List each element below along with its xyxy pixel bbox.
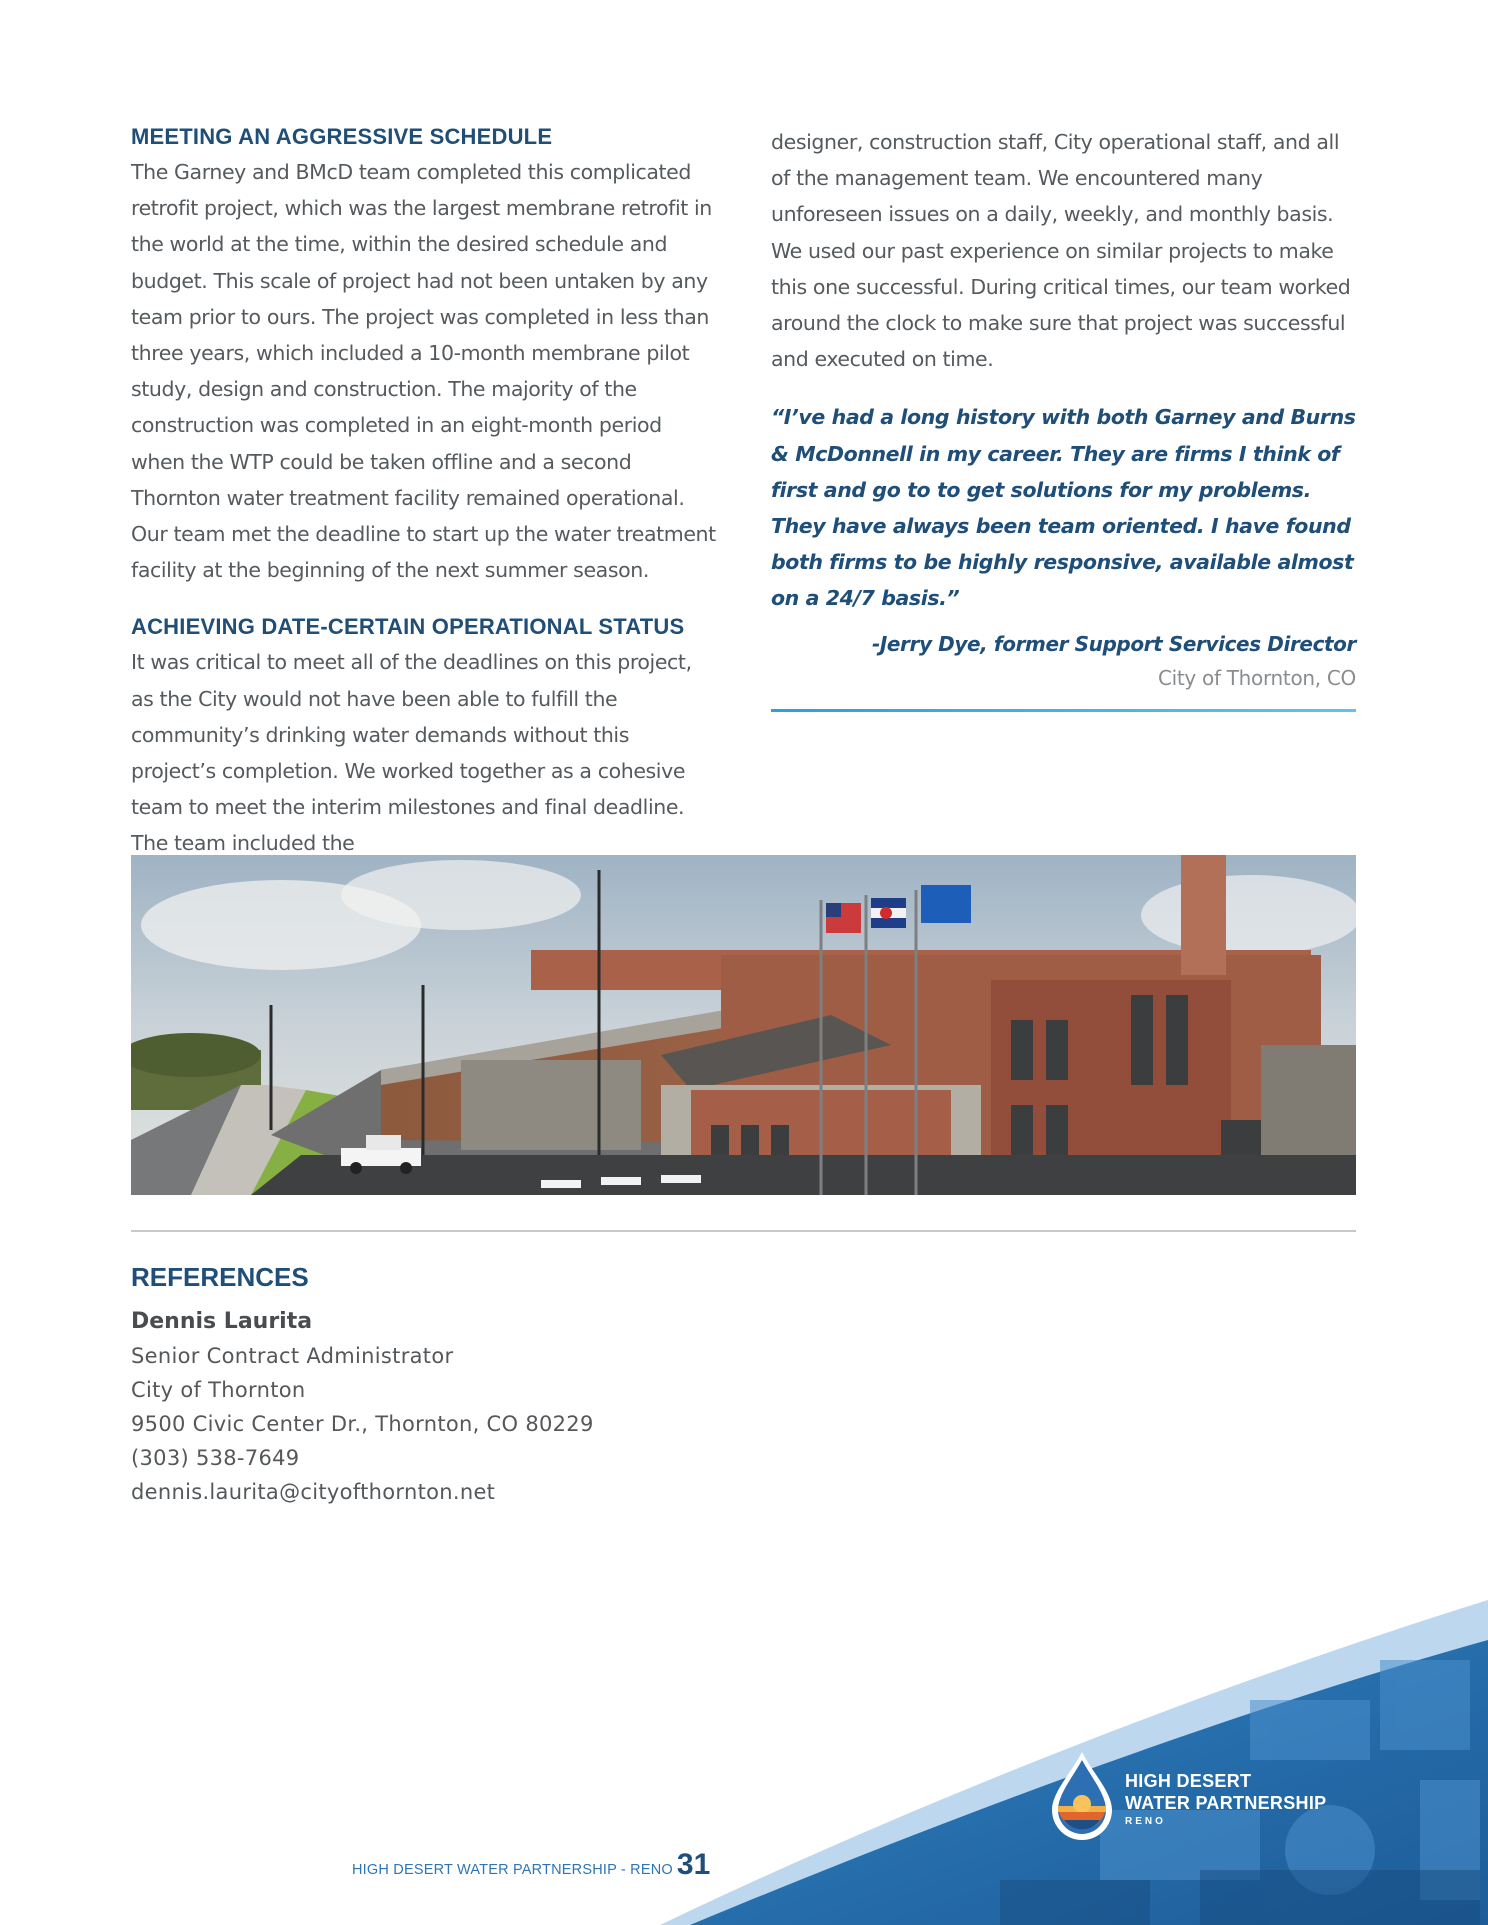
reference-title: Senior Contract Administrator (131, 1344, 454, 1368)
section-divider (131, 1230, 1356, 1232)
references-section (131, 1262, 594, 1509)
right-column (771, 124, 1356, 712)
references-heading: REFERENCES (131, 1262, 309, 1292)
footer-text: HIGH DESERT WATER PARTNERSHIP - RENO (352, 1862, 673, 1878)
attribution-name: -Jerry Dye, former Support Services Director (871, 631, 1356, 656)
logo-line-2: WATER PARTNERSHIP (1125, 1793, 1327, 1813)
page-number: 31 (676, 1848, 711, 1881)
quote-divider (771, 709, 1356, 712)
reference-phone: (303) 538-7649 (131, 1446, 300, 1470)
logo (1046, 1748, 1376, 1838)
water-drop-logo-icon (1046, 1748, 1118, 1840)
facility-photo (131, 855, 1356, 1195)
section-body-schedule: The Garney and BMcD team completed this complicated retrofit project, which was the largest membrane retrofit in the world at the time, within the desired schedule and budget. This scale of project had not been untaken by any team prior to ours. The project was completed in less than three years, which included a 10-month membrane pilot study, design and construction. The majority of the construction was completed in an eight-month period when the WTP could be taken offline and a second Thornton water treatment facility remained operational. Our team met the deadline to start up the water treatment facility at the beginning of the next summer season. (131, 160, 716, 583)
testimonial-quote: “I’ve had a long history with both Garney and Burns & McDonnell in my career. They are firms I think of first and go to to get solutions for my problems. They have always been team oriented. I have found both firms to be highly responsive, available almost on a 24/7 basis.” (771, 405, 1356, 611)
attribution-org: City of Thornton, CO (1157, 665, 1356, 690)
section-body-operational: It was critical to meet all of the deadlines on this project, as the City would not have been able to fulfill the community’s drinking water demands without this project’s completion. We worked together as a cohesive team to meet the interim milestones and final deadline. The team included the (131, 650, 692, 856)
logo-subline: RENO (1125, 1816, 1166, 1827)
reference-email[interactable]: dennis.laurita@cityofthornton.net (131, 1480, 496, 1504)
page-footer (352, 1848, 710, 1882)
quote-attribution (771, 627, 1356, 695)
section-heading-operational: ACHIEVING DATE-CERTAIN OPERATIONAL STATUS (131, 614, 685, 640)
left-column (131, 124, 716, 888)
logo-line-1: HIGH DESERT (1125, 1771, 1252, 1791)
reference-name: Dennis Laurita (131, 1309, 313, 1334)
continued-body: designer, construction staff, City operational staff, and all of the management team. We encountered many unforeseen issues on a daily, weekly, and monthly basis. We used our past experience on similar projects to make this one successful. During critical times, our team worked around the clock to make sure that project was successful and executed on time. (771, 130, 1351, 372)
section-heading-schedule: MEETING AN AGGRESSIVE SCHEDULE (131, 124, 553, 149)
reference-organization: City of Thornton (131, 1378, 306, 1402)
logo-text (1125, 1770, 1326, 1827)
reference-address: 9500 Civic Center Dr., Thornton, CO 80229 (131, 1412, 594, 1436)
